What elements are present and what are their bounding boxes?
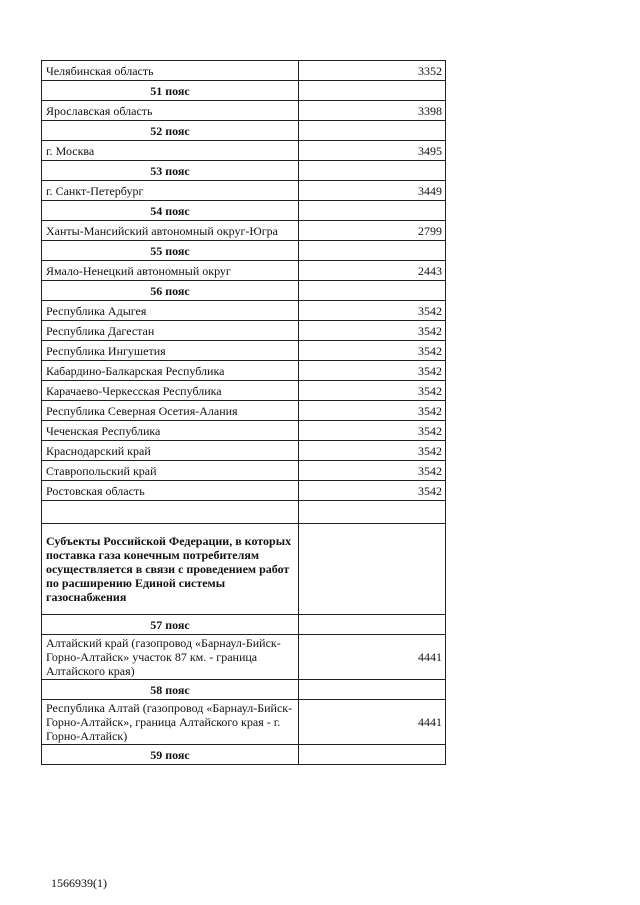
empty-cell: [299, 745, 446, 765]
region-row: [42, 301, 446, 321]
section-header: Субъекты Российской Федерации, в которых поставка газа конечным потребителям осуществляется в связи с проведением работ по расширению Единой системы газоснабжения: [42, 524, 299, 615]
region-value: 3542: [299, 321, 446, 341]
region-name: Краснодарский край: [42, 441, 299, 461]
region-value: 3542: [299, 441, 446, 461]
region-value: 3542: [299, 301, 446, 321]
region-row: [42, 481, 446, 501]
empty-cell: [42, 501, 299, 524]
zone-row: [42, 161, 446, 181]
region-name: г. Санкт-Петербург: [42, 181, 299, 201]
zone-label: 58 пояс: [42, 680, 299, 700]
zone-row: [42, 201, 446, 221]
region-value: 3542: [299, 401, 446, 421]
zone-row: [42, 81, 446, 101]
empty-cell: [299, 121, 446, 141]
region-value: 3542: [299, 481, 446, 501]
region-value: 3542: [299, 341, 446, 361]
region-name: Карачаево-Черкесская Республика: [42, 381, 299, 401]
region-value: 3449: [299, 181, 446, 201]
empty-cell: [299, 241, 446, 261]
region-row: [42, 361, 446, 381]
empty-cell: [299, 680, 446, 700]
region-value: 3352: [299, 61, 446, 81]
empty-cell: [299, 501, 446, 524]
region-value: 3542: [299, 461, 446, 481]
zone-row: [42, 680, 446, 700]
region-row: [42, 61, 446, 81]
region-name: Алтайский край (газопровод «Барнаул-Бийск-Горно-Алтайск» участок 87 км. - граница Алтайского края): [42, 635, 299, 680]
zone-label: 57 пояс: [42, 615, 299, 635]
region-value: 3542: [299, 361, 446, 381]
zone-row: [42, 121, 446, 141]
region-value: 4441: [299, 700, 446, 745]
region-name: Чеченская Республика: [42, 421, 299, 441]
empty-cell: [299, 81, 446, 101]
region-row: [42, 101, 446, 121]
region-value: 4441: [299, 635, 446, 680]
region-row: [42, 461, 446, 481]
zone-row: [42, 745, 446, 765]
region-name: Ханты-Мансийский автономный округ-Югра: [42, 221, 299, 241]
region-row: [42, 341, 446, 361]
empty-cell: [299, 524, 446, 615]
document-id: 1566939(1): [51, 876, 107, 890]
region-row: [42, 635, 446, 680]
tariff-table: [41, 60, 446, 765]
region-row: [42, 700, 446, 745]
empty-cell: [299, 281, 446, 301]
region-value: 3398: [299, 101, 446, 121]
region-row: [42, 221, 446, 241]
region-value: 2443: [299, 261, 446, 281]
region-name: Республика Алтай (газопровод «Барнаул-Бийск-Горно-Алтайск», граница Алтайского края - г. Горно-Алтайск): [42, 700, 299, 745]
zone-label: 54 пояс: [42, 201, 299, 221]
region-name: Республика Ингушетия: [42, 341, 299, 361]
region-row: [42, 141, 446, 161]
zone-row: [42, 281, 446, 301]
region-name: Республика Дагестан: [42, 321, 299, 341]
region-value: 2799: [299, 221, 446, 241]
zone-row: [42, 615, 446, 635]
region-row: [42, 321, 446, 341]
region-row: [42, 181, 446, 201]
region-name: Ставропольский край: [42, 461, 299, 481]
zone-row: [42, 241, 446, 261]
zone-label: 52 пояс: [42, 121, 299, 141]
region-value: 3542: [299, 421, 446, 441]
region-name: Республика Адыгея: [42, 301, 299, 321]
region-row: [42, 261, 446, 281]
empty-cell: [299, 161, 446, 181]
region-name: г. Москва: [42, 141, 299, 161]
zone-label: 59 пояс: [42, 745, 299, 765]
region-name: Ямало-Ненецкий автономный округ: [42, 261, 299, 281]
zone-label: 51 пояс: [42, 81, 299, 101]
empty-cell: [299, 201, 446, 221]
section-header-row: [42, 524, 446, 615]
region-name: Ярославская область: [42, 101, 299, 121]
region-row: [42, 441, 446, 461]
region-name: Челябинская область: [42, 61, 299, 81]
region-name: Кабардино-Балкарская Республика: [42, 361, 299, 381]
region-row: [42, 381, 446, 401]
zone-label: 53 пояс: [42, 161, 299, 181]
region-row: [42, 421, 446, 441]
tariff-table-body: [42, 61, 446, 765]
zone-label: 56 пояс: [42, 281, 299, 301]
region-value: 3542: [299, 381, 446, 401]
blank-row: [42, 501, 446, 524]
region-name: Ростовская область: [42, 481, 299, 501]
region-name: Республика Северная Осетия-Алания: [42, 401, 299, 421]
region-value: 3495: [299, 141, 446, 161]
empty-cell: [299, 615, 446, 635]
zone-label: 55 пояс: [42, 241, 299, 261]
region-row: [42, 401, 446, 421]
